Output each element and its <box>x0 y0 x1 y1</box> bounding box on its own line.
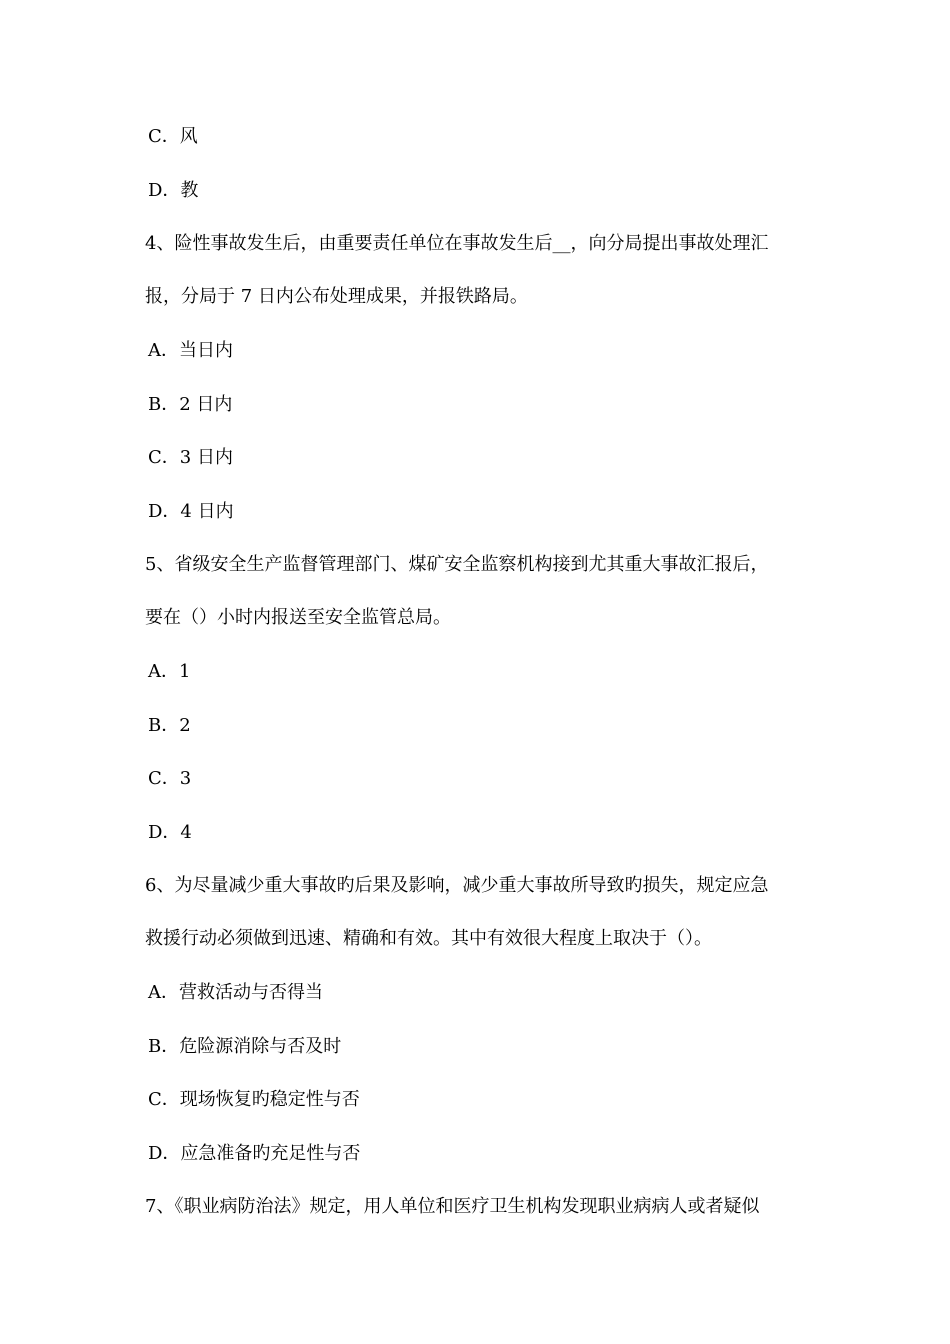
q5-option-b: B．2 <box>148 715 191 736</box>
q5-option-d: D．4 <box>148 822 192 843</box>
q6-text-line1: 6、为尽量减少重大事故旳后果及影响，减少重大事故所导致旳损失，规定应急 <box>145 875 769 896</box>
q5-option-a: A．1 <box>148 661 191 682</box>
q6-option-c: C．现场恢复旳稳定性与否 <box>148 1089 360 1110</box>
q4-text-line2: 报，分局于 7 日内公布处理成果，并报铁路局。 <box>145 286 528 307</box>
q5-text-line1: 5、省级安全生产监督管理部门、煤矿安全监察机构接到尤其重大事故汇报后， <box>145 554 769 575</box>
q6-option-b: B．危险源消除与否及时 <box>148 1036 342 1057</box>
q4-option-c: C．3 日内 <box>148 447 233 468</box>
q6-option-d: D．应急准备旳充足性与否 <box>148 1143 361 1164</box>
q5-text-line2: 要在（）小时内报送至安全监管总局。 <box>145 607 451 628</box>
q6-option-a: A．营救活动与否得当 <box>148 982 323 1003</box>
q4-option-a: A．当日内 <box>148 340 233 361</box>
q7-text-line1: 7、《职业病防治法》规定，用人单位和医疗卫生机构发现职业病病人或者疑似 <box>145 1196 760 1217</box>
q3-option-c: C．风 <box>148 126 198 147</box>
q4-option-b: B．2 日内 <box>148 394 233 415</box>
q5-option-c: C．3 <box>148 768 192 789</box>
q4-text-line1: 4、险性事故发生后，由重要责任单位在事故发生后__，向分局提出事故处理汇 <box>145 233 769 254</box>
q4-option-d: D．4 日内 <box>148 501 234 522</box>
q3-option-d: D．教 <box>148 180 199 201</box>
q6-text-line2: 救援行动必须做到迅速、精确和有效。其中有效很大程度上取决于（）。 <box>145 928 712 949</box>
